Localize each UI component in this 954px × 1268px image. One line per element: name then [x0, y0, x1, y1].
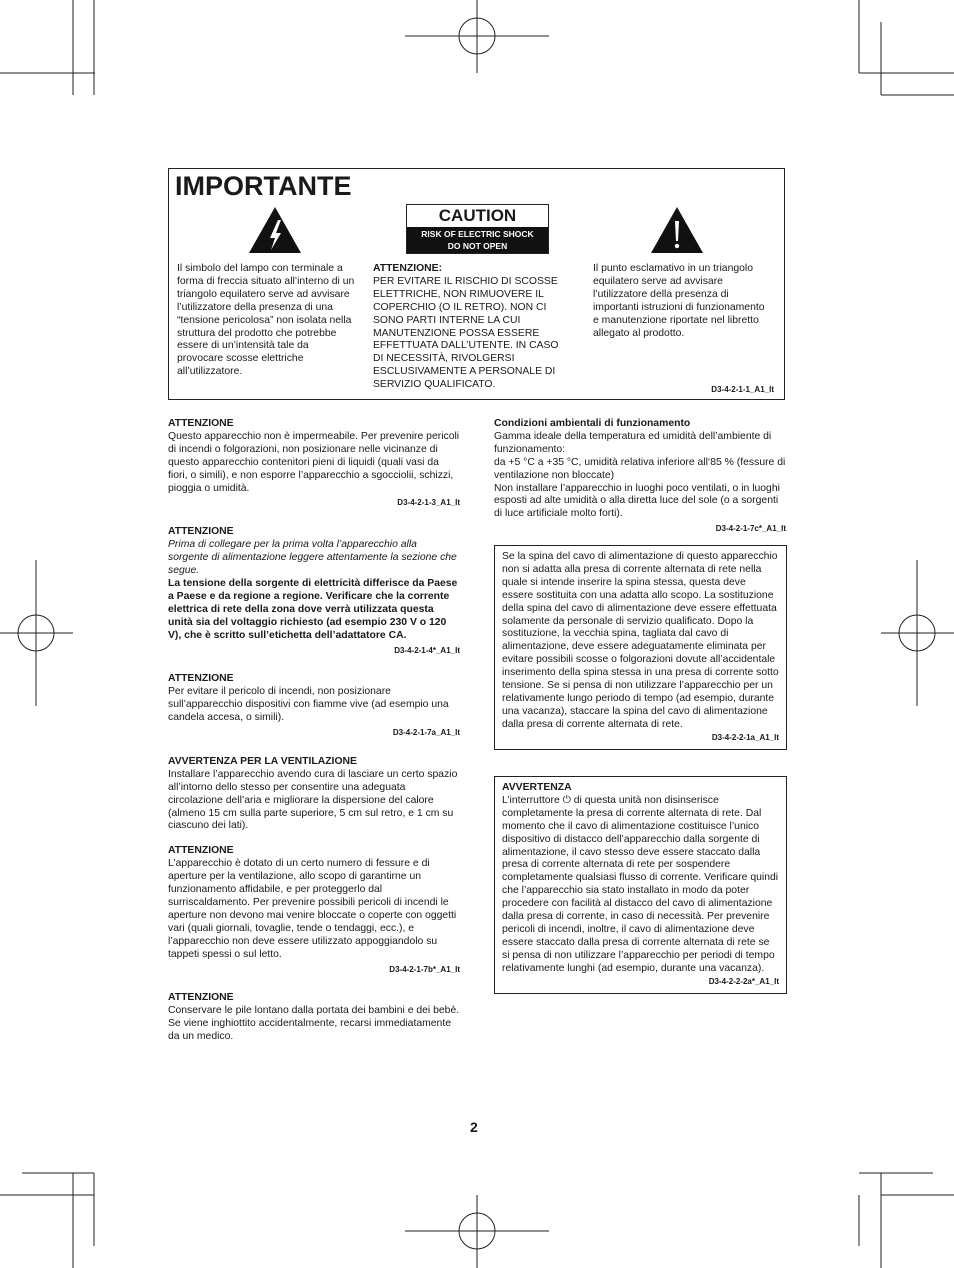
box-text-end: di questa unità non disinserisce completamente la presa di corrente alternata di rete. Dal momento che il cavo di alimentazione costituisce l’unico dispositivo di distacco dell’apparecchio dalla sorgente di alimentazione, il cavo stesso deve essere staccato dalla presa di corrente alternata di rete per sospendere completamente qualsiasi flusso di corrente. Verificare quindi che l’apparecchio sia stato installato in modo da poter procedere con facilità al distacco del cavo di alimentazione dalla presa di corrente, in caso di necessità. Per prevenire pericoli di incendi, inoltre, il cavo di alimentazione deve essere staccato dalla presa di corrente alternata di rete se si pensa di non utilizzare l’apparecchio per periodi di tempo relativamente lunghi (ad esempio, durante una vacanza).	[502, 794, 779, 974]
section-bold-text: La tensione della sorgente di elettricità differisce da Paese a Paese e da regione a regione. Verificare che la corrente elettrica di rete della zona dove verrà utilizzata questa unità sia del voltaggio richiesto (ad esempio 230 V o 120 V), che è scritto sull’etichetta dell’adattatore CA.	[168, 577, 458, 641]
section-heading: ATTENZIONE	[168, 418, 234, 429]
reference-code: D3-4-2-1-1_A1_It	[711, 385, 774, 394]
reference-code: D3-4-2-2-2a*_A1_It	[708, 976, 779, 986]
section-flame	[168, 673, 460, 740]
caution-line-2: DO NOT OPEN	[447, 241, 508, 251]
reference-code: D3-4-2-1-7c*_A1_It	[715, 524, 786, 534]
section-italic-text: Prima di collegare per la prima volta l’apparecchio alla sorgente di alimentazione leggere attentamente la sezione che segue.	[168, 539, 457, 577]
exclamation-warning-icon	[650, 206, 704, 254]
reference-code: D3-4-2-1-7b*_A1_It	[389, 964, 460, 974]
section-heading: ATTENZIONE	[168, 673, 234, 685]
section-text: Installare l’apparecchio avendo cura di lasciare un certo spazio all’intorno dello stesso per consentire una adeguata circolazione dell’aria e migliorare la dispersione del calore (almeno 15 cm sulla parte superiore, 5 cm sul retro, e 1 cm su ciascuno dei lati).	[168, 768, 458, 832]
section-text: Conservare le pile lontano dalla portata dei bambini e dei bebè. Se viene inghiottito accidentalmente, recarsi immediatamente da un medico.	[168, 1005, 460, 1043]
page-title: IMPORTANTE	[175, 171, 352, 201]
section-heading: ATTENZIONE	[168, 526, 234, 538]
caution-line-1: RISK OF ELECTRIC SHOCK	[421, 229, 534, 239]
exclamation-explanation: Il punto esclamativo in un triangolo equilatero serve ad avvisare l’utilizzatore della presenza di importanti istruzioni di funzionamento e manutenzione riportate nel libretto allegato al prodotto.	[593, 263, 765, 339]
box-text	[502, 795, 779, 976]
attention-text: PER EVITARE IL RISCHIO DI SCOSSE ELETTRICHE, NON RIMUOVERE IL COPERCHIO (O IL RETRO). NON CI SONO PARTI INTERNE LA CUI MANUTENZIONE POSSA ESSERE EFFETTUATA DALL’UTENTE. IN CASO DI NECESSITÀ, RIVOLGERSI ESCLUSIVAMENTE A PERSONALE DI SERVIZIO QUALIFICATO.	[373, 275, 559, 391]
section-text-1: Gamma ideale della temperatura ed umidità dell’ambiente di funzionamento:	[494, 430, 772, 455]
section-water	[168, 418, 460, 510]
left-column	[168, 418, 460, 1044]
reference-code: D3-4-2-2-1a_A1_It	[711, 732, 779, 742]
section-batteries	[168, 992, 460, 1044]
important-box	[168, 168, 785, 400]
power-switch-warning-box	[494, 776, 787, 994]
section-ventilation	[168, 756, 460, 833]
section-text: Per evitare il pericolo di incendi, non posizionare sull’apparecchio dispositivi con fiamme vive (ad esempio una candela accesa, o simili).	[168, 686, 449, 724]
section-text: Questo apparecchio non è impermeabile. Per prevenire pericoli di incendi o folgorazioni, non posizionare nelle vicinanze di questo apparecchio contenitori pieni di liquidi (quali vasi da fiori, o simili), e non esporre l’apparecchio a sgocciolii, schizzi, pioggia o umidità.	[168, 430, 460, 494]
section-text: L’apparecchio è dotato di un certo numero di fessure e di aperture per la ventilazione, allo scopo di garantirne un funzionamento affidabile, e per proteggerlo dal surriscaldamento. Per prevenire possibili pericoli di incendi le aperture non devono mai venire bloccate o coperte con oggetti vari (quali giornali, tovaglie, tende o tendaggi, ecc.), e l’apparecchio non deve essere utilizzato appoggiandolo su tappeti spessi o sul letto.	[168, 858, 457, 960]
section-text-2: da +5 °C a +35 °C, umidità relativa inferiore all‘85 % (fessure di ventilazione non bloccate)	[494, 456, 786, 481]
box-text-start: L’interruttore	[502, 794, 560, 806]
box-text: Se la spina del cavo di alimentazione di questo apparecchio non si adatta alla presa di corrente alternata di rete nella quale si intende inserire la spina stessa, questa deve essere sostituita con una adatta allo scopo. La sostituzione della spina del cavo di alimentazione deve essere effettuata solamente da personale di servizio qualificato. Dopo la sostituzione, la vecchia spina, tagliata dal cavo di alimentazione, deve essere adeguatamente eliminata per evitare possibili scosse o folgorazioni dovute all’accidentale inserimento della spina stessa in una presa di corrente sotto tensione. Se si pensa di non utilizzare l’apparecchio per un relativamente lungo periodo di tempo (ad esempio, durante una vacanza), staccare la spina del cavo di alimentazione dalla presa di corrente alternata di rete.	[502, 551, 779, 730]
section-heading: ATTENZIONE	[168, 845, 234, 857]
right-column-conditions	[494, 418, 786, 536]
section-heading: ATTENZIONE	[168, 992, 234, 1004]
section-text-3: Non installare l’apparecchio in luoghi poco ventilati, o in luoghi esposti ad alte umidità o alla diretta luce del sole (o a sorgenti di luce artificiale molto forti).	[494, 482, 780, 520]
attention-block	[373, 263, 569, 392]
reference-code: D3-4-2-1-7a_A1_It	[392, 728, 460, 738]
caution-label	[406, 204, 549, 254]
caution-warning-band	[407, 227, 548, 253]
page-number: 2	[470, 1119, 478, 1135]
box-heading: AVVERTENZA	[502, 782, 572, 793]
reference-code: D3-4-2-1-4*_A1_It	[394, 645, 460, 655]
section-openings	[168, 845, 460, 976]
section-voltage	[168, 526, 460, 657]
attention-heading: ATTENZIONE:	[373, 263, 443, 274]
section-heading: AVVERTENZA PER LA VENTILAZIONE	[168, 755, 357, 767]
power-symbol-icon: ⏻	[562, 794, 571, 806]
lightning-warning-icon	[248, 206, 302, 254]
plug-replacement-box	[494, 545, 787, 750]
reference-code: D3-4-2-1-3_A1_It	[397, 498, 460, 508]
caution-word: CAUTION	[438, 206, 517, 225]
section-heading: Condizioni ambientali di funzionamento	[494, 418, 691, 429]
section-operating-conditions	[494, 418, 786, 536]
lightning-explanation: Il simbolo del lampo con terminale a forma di freccia situato all’interno di un triangolo equilatero serve ad avvisare l’utilizzatore della presenza di una “tensione pericolosa” non isolata nella struttura del prodotto che potrebbe essere di un’intensità tale da provocare scosse elettriche all’utilizzatore.	[177, 263, 355, 378]
